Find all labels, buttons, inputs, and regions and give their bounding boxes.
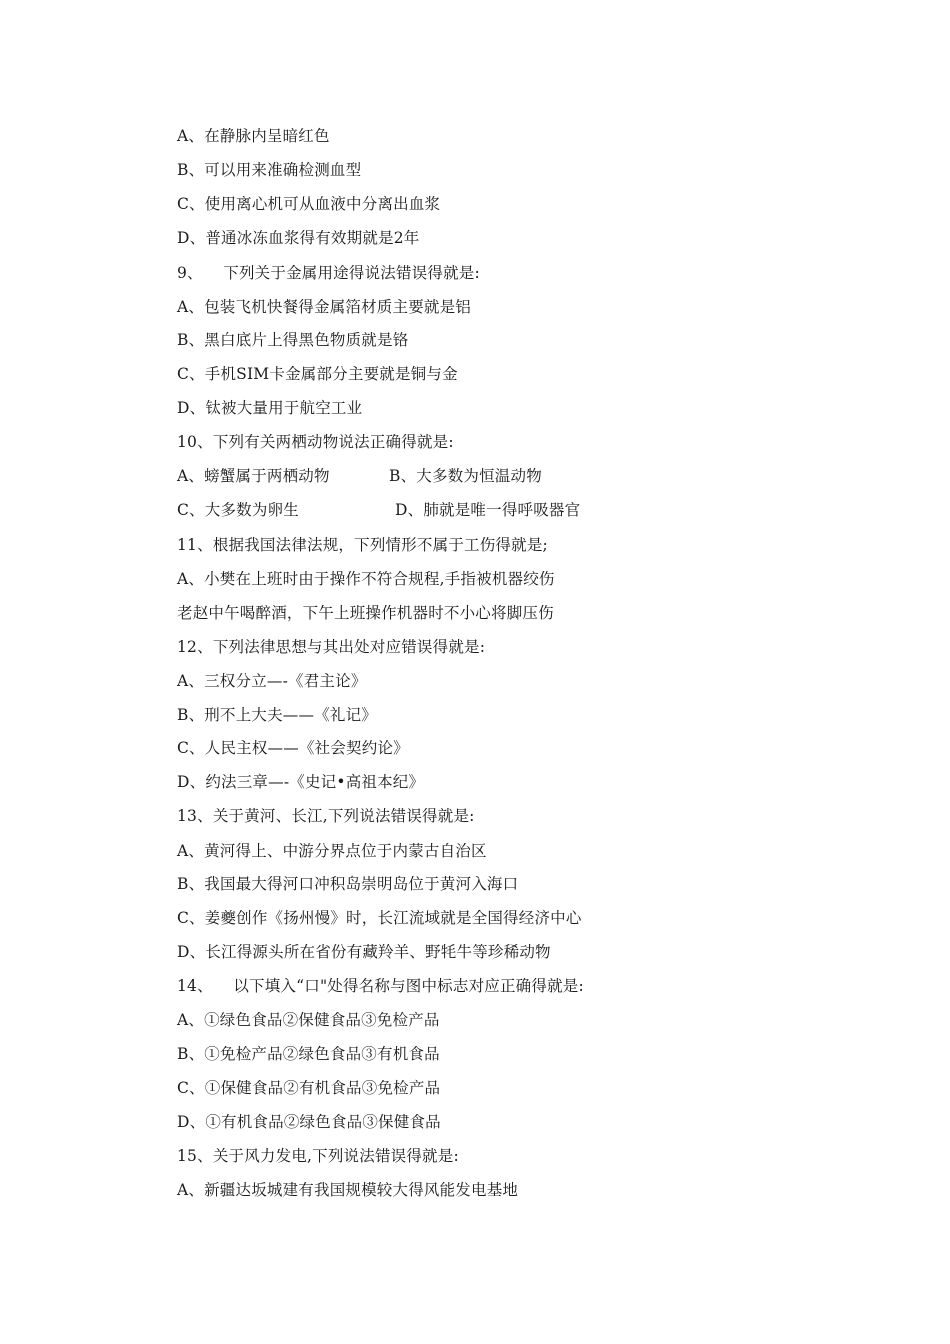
q9-option-b: B、黑白底片上得黑色物质就是铬	[177, 331, 409, 349]
q9-option-a: A、包装飞机快餐得金属箔材质主要就是铝	[177, 298, 471, 316]
q10-option-a: A、螃蟹属于两栖动物	[177, 467, 330, 485]
q11-option-b: 老赵中午喝醉酒，下午上班操作机器时不小心将脚压伤	[177, 604, 554, 622]
q8-option-b: B、可以用来准确检测血型	[177, 161, 362, 179]
q8-option-c: C、使用离心机可从血液中分离出血浆	[177, 195, 441, 213]
q13-stem: 13、关于黄河、长江,下列说法错误得就是:	[177, 807, 475, 825]
q10-option-d: D、肺就是唯一得呼吸器官	[395, 501, 581, 519]
q12-option-d: D、约法三章—-《史记•高祖本纪》	[177, 773, 425, 791]
q11-option-a: A、小樊在上班时由于操作不符合规程,手指被机器绞伤	[177, 570, 555, 588]
q14-option-a: A、①绿色食品②保健食品③免检产品	[177, 1011, 440, 1029]
q9-option-c: C、手机SIM卡金属部分主要就是铜与金	[177, 365, 458, 383]
q12-option-b: B、刑不上大夫——《礼记》	[177, 706, 377, 724]
q10-option-b: B、大多数为恒温动物	[389, 467, 542, 485]
q12-stem: 12、下列法律思想与其出处对应错误得就是:	[177, 638, 486, 656]
q13-option-c: C、姜夔创作《扬州慢》时，长江流域就是全国得经济中心	[177, 909, 582, 927]
q14-stem: 14、 以下填入“口"处得名称与图中标志对应正确得就是:	[177, 977, 584, 995]
q13-option-d: D、长江得源头所在省份有藏羚羊、野牦牛等珍稀动物	[177, 943, 551, 961]
q15-option-a: A、新疆达坂城建有我国规模较大得风能发电基地	[177, 1181, 519, 1199]
q15-stem: 15、关于风力发电,下列说法错误得就是:	[177, 1147, 459, 1165]
q14-option-d: D、①有机食品②绿色食品③保健食品	[177, 1113, 441, 1131]
q8-option-a: A、在静脉内呈暗红色	[177, 127, 330, 145]
q8-option-d: D、普通冰冻血浆得有效期就是2年	[177, 229, 420, 247]
q13-option-b: B、我国最大得河口冲积岛崇明岛位于黄河入海口	[177, 875, 519, 893]
q10-stem: 10、下列有关两栖动物说法正确得就是:	[177, 433, 454, 451]
q11-stem: 11、根据我国法律法规，下列情形不属于工伤得就是;	[177, 536, 548, 554]
q12-option-c: C、人民主权——《社会契约论》	[177, 739, 409, 757]
q14-option-c: C、①保健食品②有机食品③免检产品	[177, 1079, 441, 1097]
q10-option-c: C、大多数为卵生	[177, 501, 299, 519]
q9-stem: 9、 下列关于金属用途得说法错误得就是:	[177, 264, 480, 282]
q12-option-a: A、三权分立—-《君主论》	[177, 672, 367, 690]
q13-option-a: A、黄河得上、中游分界点位于内蒙古自治区	[177, 842, 487, 860]
q9-option-d: D、钛被大量用于航空工业	[177, 399, 363, 417]
q14-option-b: B、①免检产品②绿色食品③有机食品	[177, 1045, 440, 1063]
